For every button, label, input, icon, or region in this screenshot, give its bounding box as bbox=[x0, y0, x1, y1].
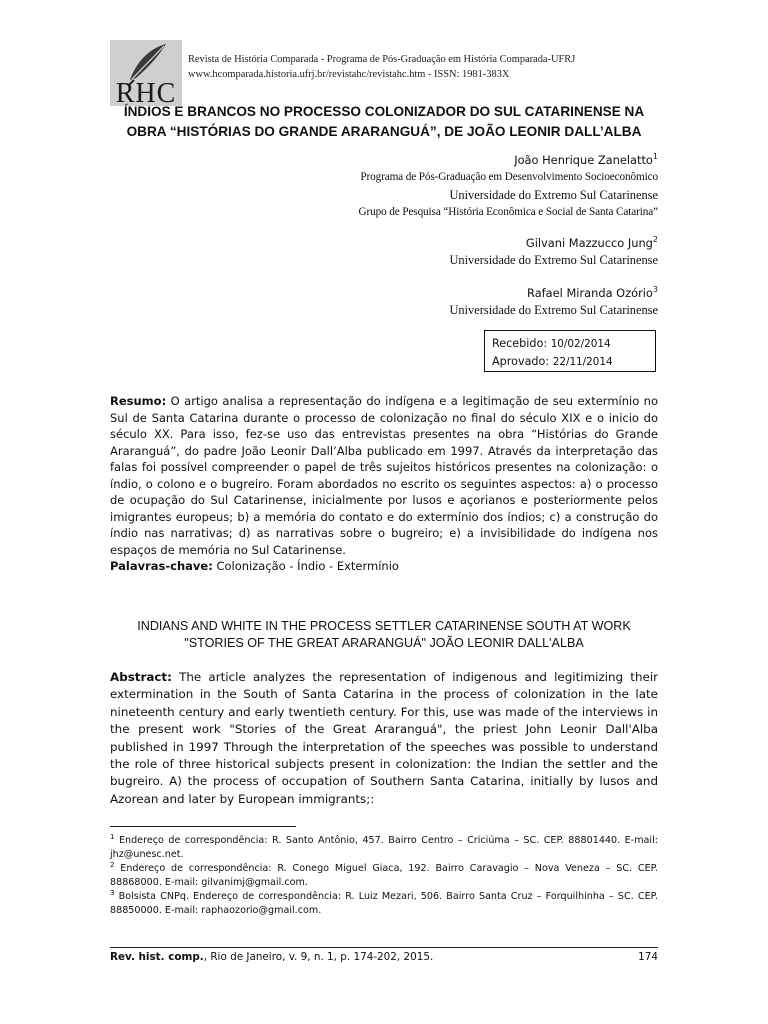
received-row: Recebido: 10/02/2014 bbox=[492, 337, 611, 350]
footnote-ref[interactable]: 3 bbox=[652, 285, 658, 295]
abstract-text: The article analyzes the representation of indigenous and legitimizing their extermination in the South of Santa Catarina in the process of colonization in the late nineteenth century and early twentieth century. For this, use was made of the interviews in the present work "Stories of the Great Araranguá", the priest John Leonir Dall'Alba published in 1997 Through the interpretation of the speeches was possible to understand the role of three historical subjects present in colonization: the Indian the settler and the bugreiro. A) the process of occupation of Southern Santa Catarina, initially by lusos and Azorean and later by European immigrants;: bbox=[110, 670, 659, 806]
footnote-divider bbox=[110, 826, 296, 827]
author-name: Rafael Miranda Ozório$^3$ bbox=[527, 285, 658, 300]
resumo-text: O artigo analisa a representação do indígena e a legitimação de seu extermínio no Sul de Santa Catarina durante o processo de colonização no final do século XIX e o inicio do século XX. Para isso, fez-se uso das entrevistas presentes na obra “Histórias do Grande Araranguá”, do padre João Leonir Dall’Alba publicado em 1997. Através da interpretação das falas foi possível compreender o papel de três sujeitos históricos presentes na colonização: o índio, o colono e o bugreiro. Foram abordados no escrito os seguintes aspectos: a) o processo de ocupação do Sul Catarinense, inicialmente por lusos e açorianos e posteriormente pelos imigrantes europeus; b) a memória do contato e do extermínio dos índios; c) a construção do índio nas narrativas; d) as narrativas sobre o bugreiro; e) a invisibilidade do indígena nos espaços de memória no Sul Catarinense. bbox=[110, 394, 659, 557]
author-block-3 bbox=[449, 285, 658, 320]
footnote-1: $^1$ Endereço de correspondência: R. Santo Antônio, 457. Bairro Centro – Criciúma – SC. CEP. 88801440. E-mail: jhz@unesc.net. bbox=[110, 832, 658, 860]
author-block-1 bbox=[358, 152, 658, 222]
author-affiliation: Programa de Pós-Graduação em Desenvolvimento Socioeconômico bbox=[360, 171, 658, 183]
footnote-ref[interactable]: 1 bbox=[652, 152, 658, 162]
keywords: Colonização - Índio - Extermínio bbox=[216, 559, 399, 573]
author-block-2 bbox=[449, 235, 658, 270]
author-affiliation: Universidade do Extremo Sul Catarinense bbox=[449, 253, 658, 267]
author-affiliation: Grupo de Pesquisa “História Econômica e Social de Santa Catarina” bbox=[358, 206, 658, 219]
abstract-paragraph bbox=[110, 669, 658, 808]
approved-row: Aprovado: 22/11/2014 bbox=[492, 355, 613, 368]
english-title bbox=[110, 618, 658, 651]
page-number: 174 bbox=[638, 951, 658, 963]
footer-divider bbox=[110, 947, 658, 948]
author-affiliation: Universidade do Extremo Sul Catarinense bbox=[449, 187, 658, 202]
author-name: João Henrique Zanelatto$^1$ bbox=[514, 152, 658, 167]
dates-box bbox=[484, 330, 656, 372]
journal-logo bbox=[110, 40, 182, 109]
journal-name-line: Revista de História Comparada - Programa de Pós-Graduação em História Comparada-UFRJ bbox=[188, 54, 576, 65]
english-title-line-1: INDIANS AND WHITE IN THE PROCESS SETTLER CATARINENSE SOUTH AT WORK bbox=[137, 619, 631, 633]
article-title bbox=[100, 102, 668, 142]
title-line-2: OBRA “HISTÓRIAS DO GRANDE ARARANGUÁ”, DE JOÃO LEONIR DALL’ALBA bbox=[126, 124, 642, 139]
footer-citation: Rev. hist. comp., Rio de Janeiro, v. 9, n. 1, p. 174-202, 2015. bbox=[110, 951, 434, 963]
footnote-3: $^3$ Bolsista CNPq. Endereço de correspondência: R. Luiz Mezari, 506. Bairro Santa Cruz – Forquilhinha – SC. CEP. 88850000. E-mail: raphaozorio@gmail.com. bbox=[110, 888, 658, 916]
journal-url-line[interactable]: www.hcomparada.historia.ufrj.br/revistahc/revistahc.htm - ISSN: 1981-383X bbox=[188, 69, 510, 80]
author-name: Gilvani Mazzucco Jung$^2$ bbox=[525, 235, 658, 250]
english-title-line-2: "STORIES OF THE GREAT ARARANGUÁ" JOÃO LEONIR DALL'ALBA bbox=[184, 635, 584, 650]
footnote-ref[interactable]: 2 bbox=[652, 235, 658, 245]
keywords-label: Palavras-chave: bbox=[110, 559, 213, 573]
received-date: 10/02/2014 bbox=[550, 338, 611, 350]
author-affiliation: Universidade do Extremo Sul Catarinense bbox=[449, 303, 658, 317]
footnote-2: $^2$ Endereço de correspondência: R. Conego Miguel Giaca, 192. Bairro Caravagio – Nova Veneza – SC. CEP. 88868000. E-mail: gilvanimj@gmail.com. bbox=[110, 860, 658, 888]
resumo-paragraph bbox=[110, 393, 658, 575]
logo-text: RHC bbox=[115, 78, 177, 109]
abstract-label: Abstract: bbox=[110, 670, 172, 684]
approved-date: 22/11/2014 bbox=[552, 356, 613, 368]
title-line-1: ÍNDIOS E BRANCOS NO PROCESSO COLONIZADOR DO SUL CATARINENSE NA bbox=[123, 104, 645, 119]
resumo-label: Resumo: bbox=[110, 394, 167, 408]
